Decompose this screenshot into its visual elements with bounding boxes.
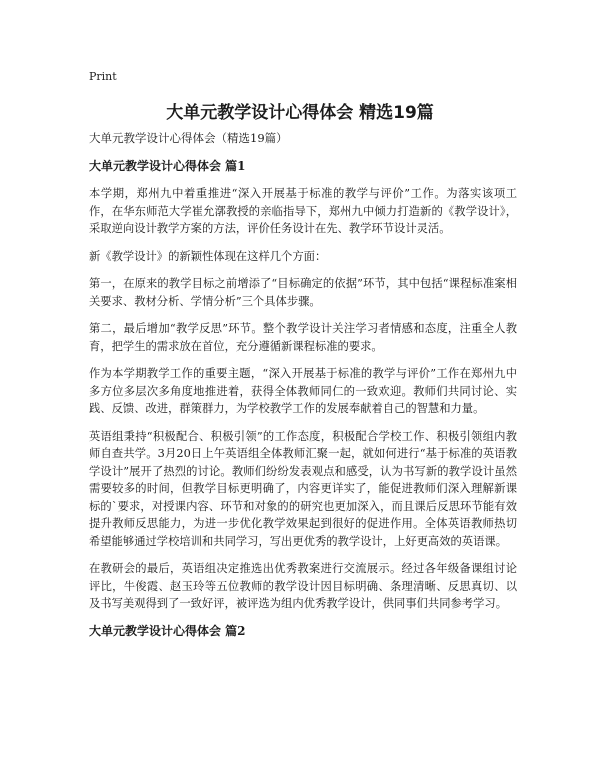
paragraph: 在教研会的最后，英语组决定推选出优秀教案进行交流展示。经过各年级备课组讨论评比，牛俊霞、赵玉玲等五位教师的教学设计因目标明确、条理清晰、反思真切、以及书写美观得到了一致好评，被评选为组内优秀教学设计，供同事们共同参考学习。	[89, 562, 517, 610]
print-link[interactable]: Print	[89, 70, 117, 83]
paragraph: 第二，最后增加“教学反思”环节。整个教学设计关注学习者情感和态度，注重全人教育，把学生的需求放在首位，充分遵循新课程标准的要求。	[89, 322, 517, 353]
paragraph: 本学期，郑州九中着重推进“深入开展基于标准的教学与评价”工作。为落实该项工作，在华东师范大学崔允漷教授的亲临指导下，郑州九中倾力打造新的《教学设计》，采取逆向设计教学方案的方法，评价任务设计在先、教学环节设计灵活。	[89, 187, 517, 235]
document-body	[89, 130, 517, 650]
page-title: 大单元教学设计心得体会 精选19篇	[166, 103, 434, 123]
section-heading-1: 大单元教学设计心得体会 篇1	[89, 159, 246, 173]
paragraph: 第一，在原来的教学目标之前增添了“目标确定的依据”环节，其中包括“课程标准案相关要求、教材分析、学情分析”三个具体步骤。	[89, 277, 517, 308]
paragraph: 英语组秉持“积极配合、积极引领”的工作态度，积极配合学校工作、积极引领组内教师自查共学。3月20日上午英语组全体教师汇聚一起，就如何进行“基于标准的英语教学设计”展开了热烈的讨论。教师们纷纷发表观点和感受，认为书写新的教学设计虽然需要较多的时间，但教学目标更明确了，内容更详实了，能促进教师们深入理解新课标的`要求，对授课内容、环节和对象的的研究也更加深入，而且课后反思环节能有效提升教师反思能力，为进一步优化教学效果起到很好的促进作用。全体英语教师热切希望能够通过学校培训和共同学习，写出更优秀的教学设计，上好更高效的英语课。	[89, 429, 517, 548]
paragraph: 新《教学设计》的新颖性体现在这样几个方面：	[89, 249, 327, 263]
paragraph: 作为本学期教学工作的重要主题，“深入开展基于标准的教学与评价”工作在郑州九中多方位多层次多角度地推进着，获得全体教师同仁的一致欢迎。教师们共同讨论、实践、反馈、改进，群策群力，为学校教学工作的发展奉献着自己的智慧和力量。	[89, 367, 517, 415]
document-subtitle: 大单元教学设计心得体会（精选19篇）	[89, 131, 288, 145]
section-heading-2: 大单元教学设计心得体会 篇2	[89, 623, 246, 638]
